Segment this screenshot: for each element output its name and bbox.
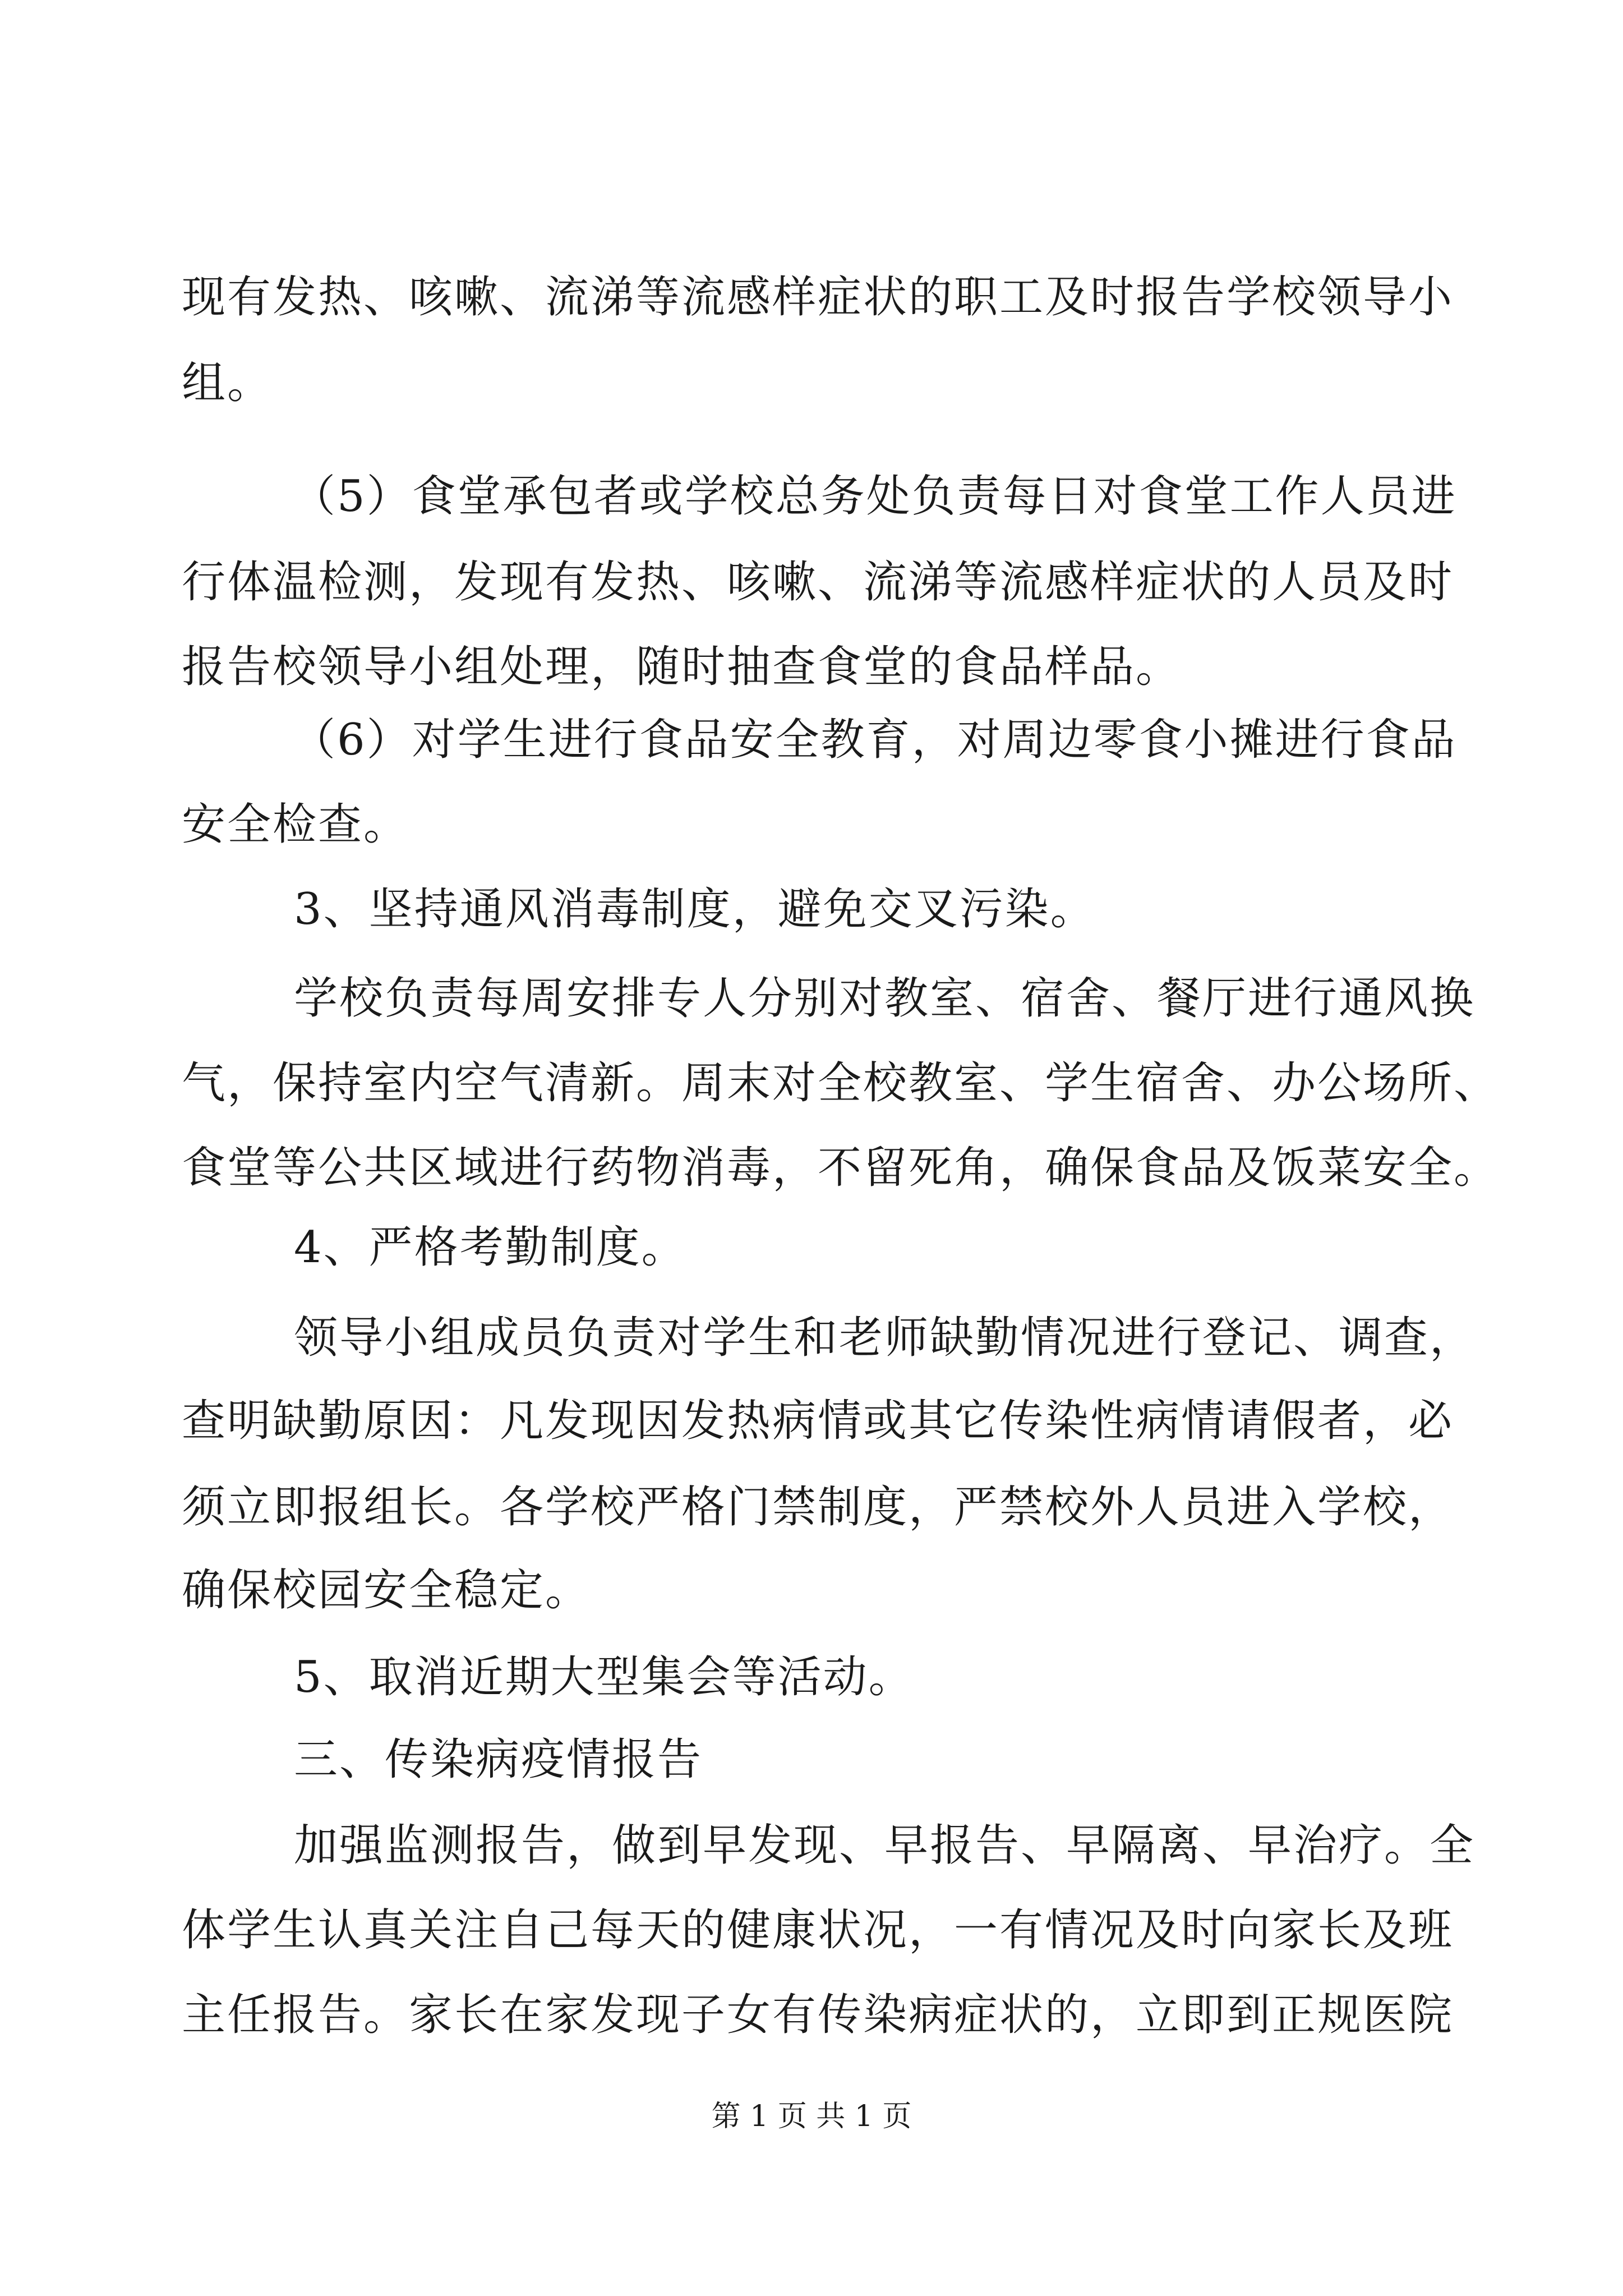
text-line: 报告校领导小组处理，随时抽查食堂的食品样品。 <box>182 642 1182 692</box>
text-line: （5）食堂承包者或学校总务处负责每日对食堂工作人员进 <box>292 471 1457 522</box>
text-line: 食堂等公共区域进行药物消毒，不留死角，确保食品及饭菜安全。 <box>182 1143 1500 1193</box>
page-footer: 第 1 页 共 1 页 <box>711 2100 912 2133</box>
text-line: 4、严格考勤制度。 <box>294 1222 687 1273</box>
text-line: 组。 <box>182 358 273 408</box>
text-line: 查明缺勤原因：凡发现因发热病情或其它传染性病情请假者，必 <box>182 1396 1454 1446</box>
text-line: 主任报告。家长在家发现子女有传染病症状的，立即到正规医院 <box>182 1990 1454 2040</box>
section-heading: 三、传染病疫情报告 <box>294 1734 703 1785</box>
text-line: 气，保持室内空气清新。周末对全校教室、学生宿舍、办公场所、 <box>182 1058 1500 1108</box>
text-line: 领导小组成员负责对学生和老师缺勤情况进行登记、调查， <box>294 1313 1476 1363</box>
text-line: 3、坚持通风消毒制度，避免交叉污染。 <box>294 884 1096 935</box>
text-line: 5、取消近期大型集会等活动。 <box>294 1652 914 1703</box>
text-line: 加强监测报告，做到早发现、早报告、早隔离、早治疗。全 <box>294 1820 1476 1871</box>
text-line: 体学生认真关注自己每天的健康状况，一有情况及时向家长及班 <box>182 1905 1454 1955</box>
text-line: （6）对学生进行食品安全教育，对周边零食小摊进行食品 <box>292 715 1457 765</box>
text-line: 现有发热、咳嗽、流涕等流感样症状的职工及时报告学校领导小 <box>182 272 1454 323</box>
text-line: 安全检查。 <box>182 799 409 850</box>
text-line: 学校负责每周安排专人分别对教室、宿舍、餐厅进行通风换 <box>294 973 1476 1024</box>
text-line: 确保校园安全稳定。 <box>182 1565 591 1616</box>
text-line: 须立即报组长。各学校严格门禁制度，严禁校外人员进入学校， <box>182 1482 1454 1533</box>
text-line: 行体温检测，发现有发热、咳嗽、流涕等流感样症状的人员及时 <box>182 557 1454 608</box>
